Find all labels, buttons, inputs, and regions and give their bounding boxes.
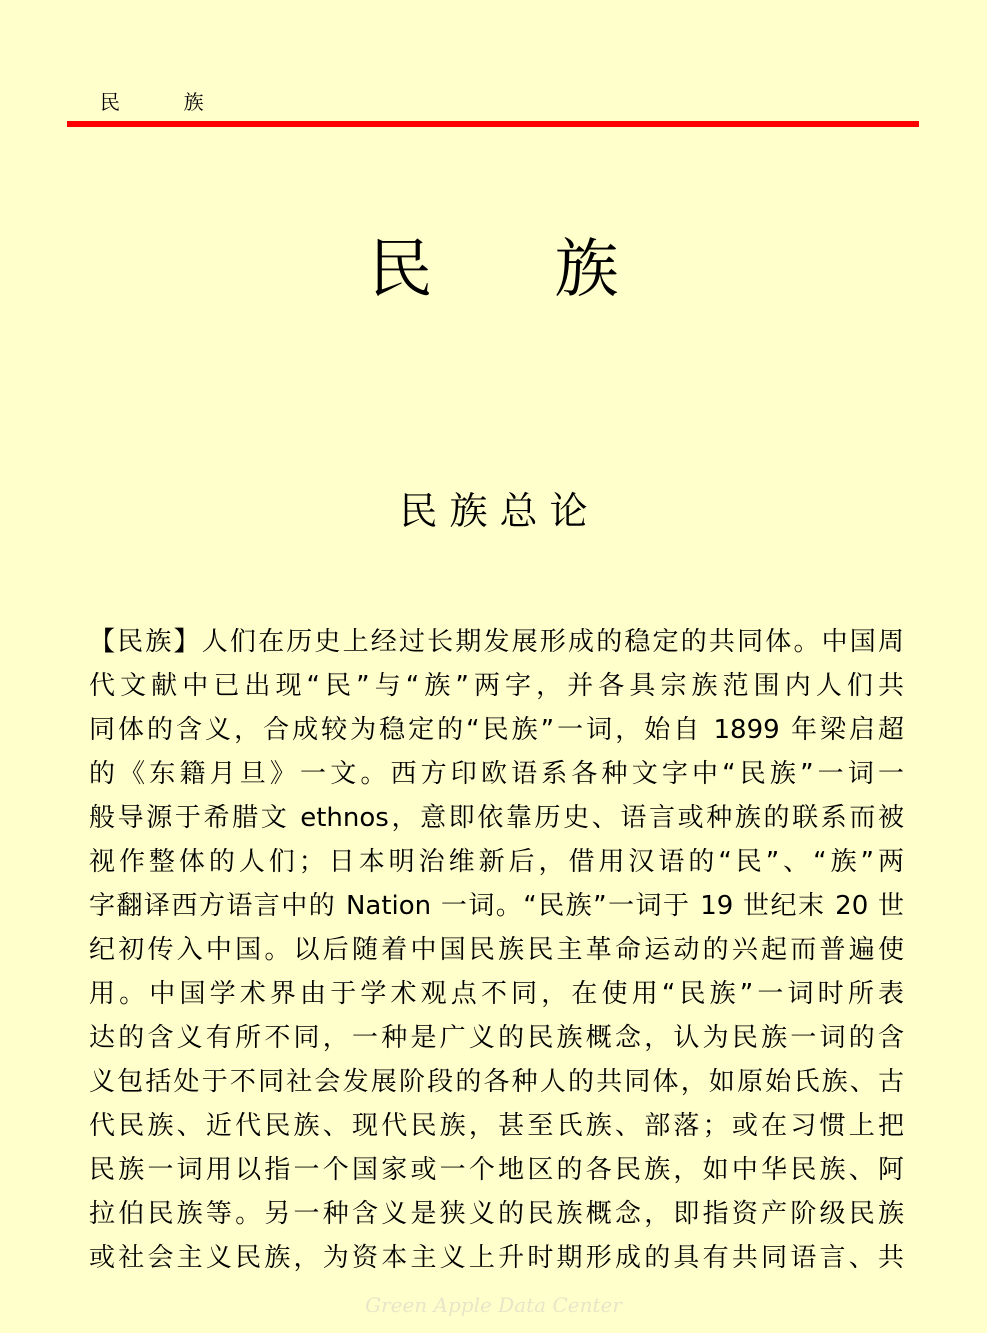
body-line: 义包括处于不同社会发展阶段的各种人的共同体，如原始氏族、古 [89,1067,904,1097]
body-line: 字翻译西方语言中的 Nation 一词。“民族”一词于 19 世纪末 20 世 [89,891,904,921]
header-rule [67,121,919,127]
chapter-title: 民 族 [368,233,619,307]
body-line: 同体的含义，合成较为稳定的“民族”一词，始自 1899 年梁启超 [89,715,904,745]
body-text [89,620,904,1280]
body-line: 达的含义有所不同，一种是广义的民族概念，认为民族一词的含 [89,1023,904,1053]
body-line: 代文献中已出现“民”与“族”两字，并各具宗族范围内人们共 [89,671,904,701]
body-line: 民族一词用以指一个国家或一个地区的各民族，如中华民族、阿 [89,1155,904,1185]
body-line: 用。中国学术界由于学术观点不同，在使用“民族”一词时所表 [89,979,904,1009]
section-title: 民 族 总 论 [399,489,588,533]
body-line: 纪初传入中国。以后随着中国民族民主革命运动的兴起而普遍使 [89,935,904,965]
body-line: 【民族】人们在历史上经过长期发展形成的稳定的共同体。中国周 [89,627,904,657]
body-line: 的《东籍月旦》一文。西方印欧语系各种文字中“民族”一词一 [89,759,904,789]
body-line: 代民族、近代民族、现代民族，甚至氏族、部落；或在习惯上把 [89,1111,904,1141]
body-line: 般导源于希腊文 ethnos，意即依靠历史、语言或种族的联系而被 [89,803,904,833]
body-line: 或社会主义民族，为资本主义上升时期形成的具有共同语言、共 [89,1243,904,1273]
body-line: 视作整体的人们；日本明治维新后，借用汉语的“民”、“族”两 [89,847,904,877]
running-header: 民 族 [100,90,204,114]
watermark: Green Apple Data Center [365,1293,622,1317]
body-line: 拉伯民族等。另一种含义是狭义的民族概念，即指资产阶级民族 [89,1199,904,1229]
